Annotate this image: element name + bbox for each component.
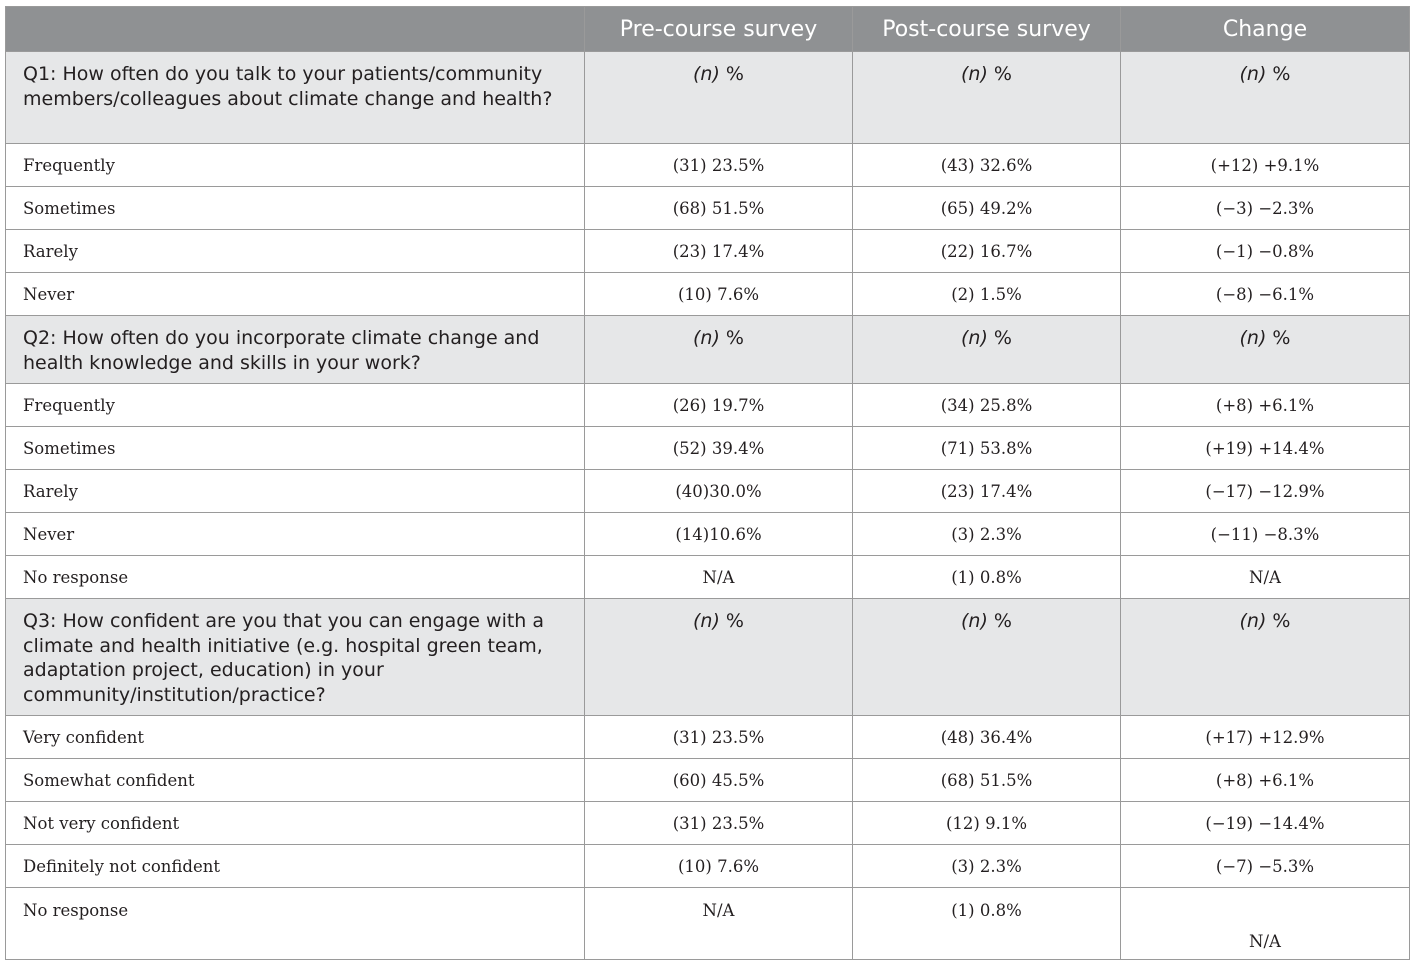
row-label: Very confident <box>6 716 585 759</box>
table-cell: (60) 45.5% <box>585 759 853 802</box>
table-cell: N/A <box>585 556 853 599</box>
unit-n: (n) <box>961 327 988 349</box>
table-cell: (65) 49.2% <box>853 187 1121 230</box>
table-row <box>6 802 1410 845</box>
table-cell: (+17) +12.9% <box>1121 716 1410 759</box>
table-cell: (43) 32.6% <box>853 144 1121 187</box>
row-label: Frequently <box>6 384 585 427</box>
row-label: Never <box>6 513 585 556</box>
table-cell: (31) 23.5% <box>585 144 853 187</box>
table-row <box>6 888 1410 960</box>
table-cell: (10) 7.6% <box>585 273 853 316</box>
unit-label <box>853 52 1121 144</box>
row-label: Sometimes <box>6 427 585 470</box>
unit-label <box>585 316 853 384</box>
table-cell: (14)10.6% <box>585 513 853 556</box>
row-label: Somewhat confident <box>6 759 585 802</box>
table-cell: (3) 2.3% <box>853 513 1121 556</box>
unit-n: (n) <box>1239 63 1267 85</box>
table-cell: (34) 25.8% <box>853 384 1121 427</box>
question-text: Q2: How often do you incorporate climate change and health knowledge and skills in your work? <box>6 316 585 384</box>
unit-pct: % <box>987 63 1012 85</box>
unit-pct: % <box>987 327 1012 349</box>
table-cell: (31) 23.5% <box>585 716 853 759</box>
table-row <box>6 470 1410 513</box>
unit-label <box>1121 599 1410 716</box>
header-cell-blank <box>6 7 585 52</box>
unit-label <box>585 52 853 144</box>
table-cell: N/A <box>1121 888 1410 960</box>
unit-n: (n) <box>1239 610 1267 632</box>
table-cell: (23) 17.4% <box>853 470 1121 513</box>
unit-pct: % <box>987 610 1012 632</box>
unit-pct: % <box>1266 327 1291 349</box>
row-label: Rarely <box>6 470 585 513</box>
table-cell: (−17) −12.9% <box>1121 470 1410 513</box>
table-cell: (22) 16.7% <box>853 230 1121 273</box>
header-change: Change <box>1121 7 1410 52</box>
question-text: Q1: How often do you talk to your patients/community members/colleagues about climate change and health? <box>6 52 585 144</box>
table-row <box>6 187 1410 230</box>
unit-n: (n) <box>693 610 720 632</box>
table-cell: (−3) −2.3% <box>1121 187 1410 230</box>
table-row <box>6 716 1410 759</box>
table-cell: (12) 9.1% <box>853 802 1121 845</box>
table-cell: (1) 0.8% <box>853 888 1121 960</box>
row-label: No response <box>6 888 585 960</box>
row-label: Definitely not confident <box>6 845 585 888</box>
question-row <box>6 316 1410 384</box>
table-row <box>6 513 1410 556</box>
table-cell: (+8) +6.1% <box>1121 384 1410 427</box>
survey-results-table <box>5 6 1410 960</box>
table-cell: (10) 7.6% <box>585 845 853 888</box>
table-cell: (40)30.0% <box>585 470 853 513</box>
header-post-course: Post-course survey <box>853 7 1121 52</box>
table-row <box>6 273 1410 316</box>
table-row <box>6 384 1410 427</box>
table-cell: (−1) −0.8% <box>1121 230 1410 273</box>
table-cell: N/A <box>585 888 853 960</box>
table-cell: (+8) +6.1% <box>1121 759 1410 802</box>
table-row <box>6 230 1410 273</box>
row-label: Sometimes <box>6 187 585 230</box>
unit-label <box>853 316 1121 384</box>
header-row <box>6 7 1410 52</box>
table-row <box>6 427 1410 470</box>
unit-pct: % <box>1266 610 1291 632</box>
unit-n: (n) <box>961 63 988 85</box>
row-label: Never <box>6 273 585 316</box>
unit-label <box>1121 316 1410 384</box>
unit-label <box>1121 52 1410 144</box>
question-text: Q3: How confident are you that you can engage with a climate and health initiative (e.g. hospital green team, adaptation project, education) in your community/institution/practice? <box>6 599 585 716</box>
table-cell: (−11) −8.3% <box>1121 513 1410 556</box>
unit-label <box>585 599 853 716</box>
row-label: Not very confident <box>6 802 585 845</box>
table-row <box>6 144 1410 187</box>
table-cell: (26) 19.7% <box>585 384 853 427</box>
table-row <box>6 759 1410 802</box>
table-cell: (68) 51.5% <box>853 759 1121 802</box>
row-label: No response <box>6 556 585 599</box>
table-cell: (68) 51.5% <box>585 187 853 230</box>
table-cell: (−7) −5.3% <box>1121 845 1410 888</box>
question-row <box>6 52 1410 144</box>
table-cell: (+12) +9.1% <box>1121 144 1410 187</box>
row-label: Frequently <box>6 144 585 187</box>
table-cell: (3) 2.3% <box>853 845 1121 888</box>
table-row <box>6 556 1410 599</box>
table-row <box>6 845 1410 888</box>
table-cell: (31) 23.5% <box>585 802 853 845</box>
table-cell: (2) 1.5% <box>853 273 1121 316</box>
unit-n: (n) <box>693 327 720 349</box>
table-cell: (23) 17.4% <box>585 230 853 273</box>
table-cell: (−19) −14.4% <box>1121 802 1410 845</box>
header-pre-course: Pre-course survey <box>585 7 853 52</box>
table-cell: (−8) −6.1% <box>1121 273 1410 316</box>
table-cell: (1) 0.8% <box>853 556 1121 599</box>
row-label: Rarely <box>6 230 585 273</box>
unit-n: (n) <box>693 63 720 85</box>
table-cell: (48) 36.4% <box>853 716 1121 759</box>
unit-pct: % <box>719 63 744 85</box>
question-row <box>6 599 1410 716</box>
table-body <box>6 52 1410 960</box>
unit-n: (n) <box>1239 327 1267 349</box>
table-cell: (+19) +14.4% <box>1121 427 1410 470</box>
unit-label <box>853 599 1121 716</box>
unit-n: (n) <box>961 610 988 632</box>
table-cell: (52) 39.4% <box>585 427 853 470</box>
table-cell: (71) 53.8% <box>853 427 1121 470</box>
unit-pct: % <box>719 327 744 349</box>
unit-pct: % <box>719 610 744 632</box>
table-cell: N/A <box>1121 556 1410 599</box>
unit-pct: % <box>1266 63 1291 85</box>
